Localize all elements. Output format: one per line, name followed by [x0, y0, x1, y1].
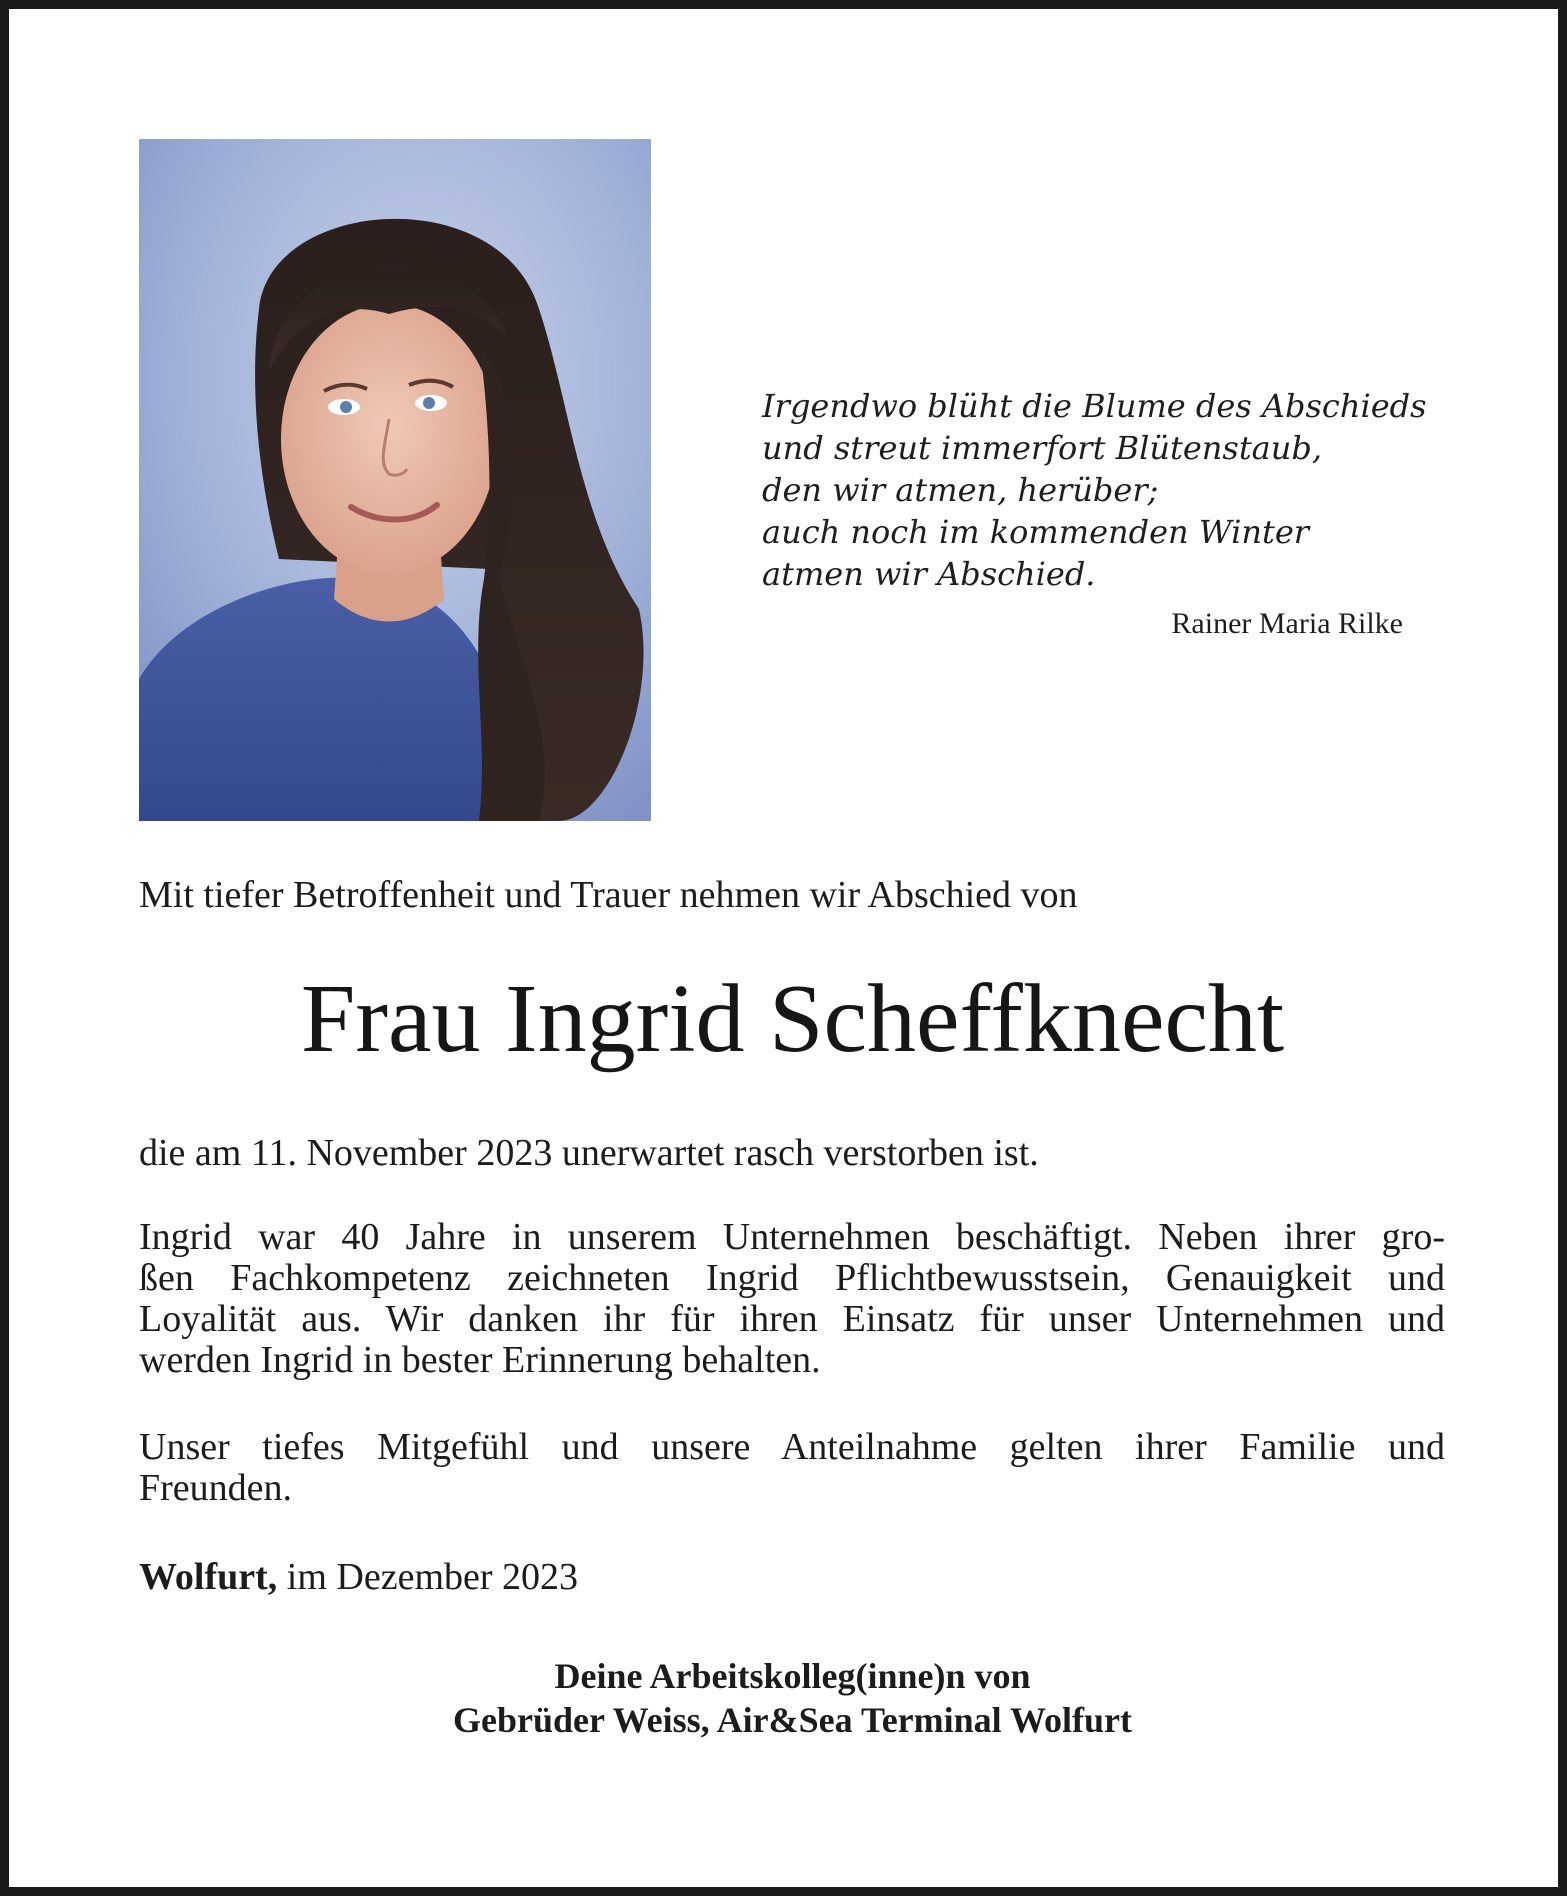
paragraph-line: werden Ingrid in bester Erinnerung behalten. — [139, 1339, 821, 1381]
paragraph-line: Loyalität aus. Wir danken ihr für ihren Einsatz für unser Unternehmen und — [139, 1298, 1445, 1340]
signature-line: Deine Arbeitskolleg(inne)n von — [554, 1656, 1031, 1696]
poem-author: Rainer Maria Rilke — [1171, 607, 1403, 640]
paragraph-line: Ingrid war 40 Jahre in unserem Unternehmen beschäftigt. Neben ihrer gro- — [139, 1216, 1445, 1258]
place-date-text: im Dezember 2023 — [286, 1556, 579, 1598]
poem-line: Irgendwo blüht die Blume des Abschieds — [762, 387, 1427, 425]
place-town: Wolfurt, — [139, 1556, 278, 1598]
poem-line: und streut immerfort Blütenstaub, — [762, 429, 1323, 467]
poem-line: atmen wir Abschied. — [762, 555, 1096, 593]
death-sentence: die am 11. November 2023 unerwartet rasch verstorben ist. — [139, 1132, 1039, 1174]
intro-text: Mit tiefer Betroffenheit und Trauer nehmen wir Abschied von — [139, 874, 1078, 916]
paragraph-line: ßen Fachkompetenz zeichneten Ingrid Pflichtbewusstsein, Genauigkeit und — [139, 1257, 1445, 1299]
paragraph-line: Unser tiefes Mitgefühl und unsere Anteilnahme gelten ihrer Familie und — [139, 1426, 1445, 1468]
deceased-name: Frau Ingrid Scheffknecht — [300, 965, 1285, 1073]
place-date — [139, 1554, 578, 1600]
condolence-paragraph — [139, 1427, 1445, 1509]
paragraph-line: Freunden. — [139, 1467, 293, 1509]
tribute-paragraph — [139, 1217, 1445, 1381]
signature-block — [9, 1654, 1567, 1742]
portrait-photo — [139, 139, 651, 821]
poem-line: den wir atmen, herüber; — [762, 471, 1159, 509]
poem-block — [762, 385, 1462, 595]
signature-line: Gebrüder Weiss, Air&Sea Terminal Wolfurt — [452, 1700, 1133, 1740]
poem-line: auch noch im kommenden Winter — [762, 513, 1310, 551]
